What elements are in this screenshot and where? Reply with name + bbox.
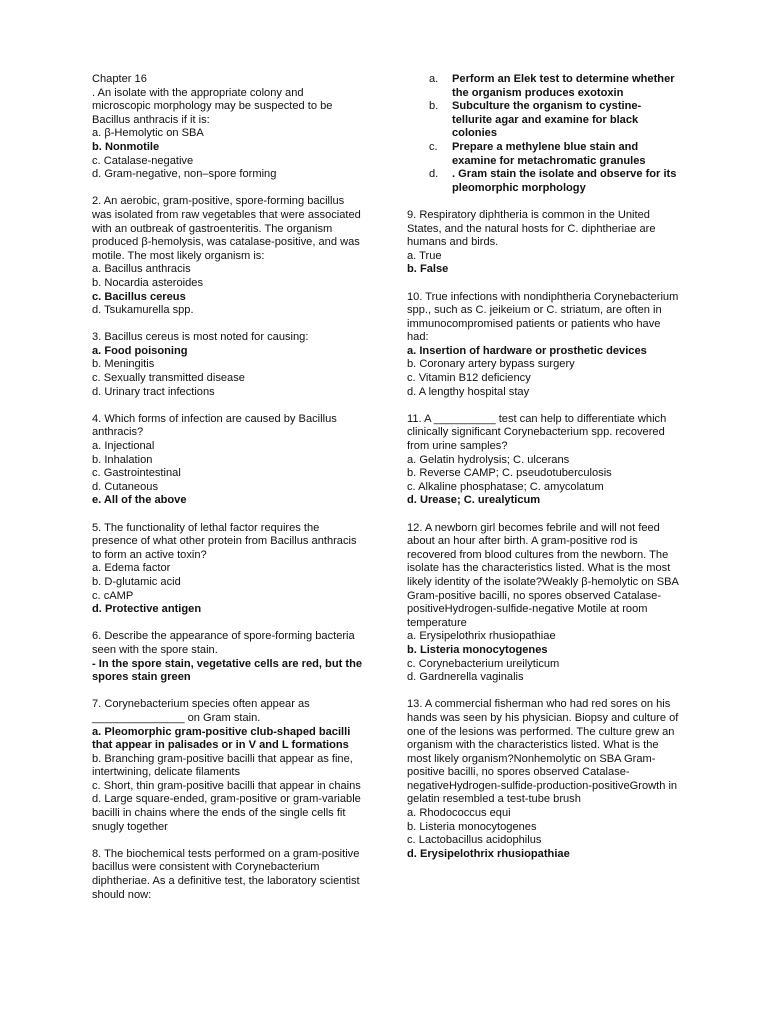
question-block <box>92 331 364 399</box>
question-block <box>92 698 364 834</box>
answer-option <box>407 100 679 141</box>
answer-option-correct: e. All of the above <box>92 494 187 507</box>
question-stem: 7. Corynebacterium species often appear as _______________ on Gram stain. <box>92 698 310 724</box>
question-stem: 9. Respiratory diphtheria is common in the United States, and the natural hosts for C. diphtheriae are humans and birds. <box>407 208 656 249</box>
answer-option: a. Erysipelothrix rhusiopathiae <box>407 630 556 643</box>
question-block <box>92 87 364 182</box>
answer-option: c. Lactobacillus acidophilus <box>407 834 542 847</box>
question-block <box>92 848 364 902</box>
answer-option: a. β-Hemolytic on SBA <box>92 127 204 140</box>
answer-option: d. A lengthy hospital stay <box>407 385 530 398</box>
answer-option: c. Vitamin B12 deficiency <box>407 372 531 385</box>
question-8-options <box>407 73 679 195</box>
answer-option-correct: b. False <box>407 263 449 276</box>
answer-option: a. Injectional <box>92 440 155 453</box>
answer-option-correct: a. Food poisoning <box>92 344 188 357</box>
question-block <box>407 522 679 685</box>
answer-option: a. Rhodococcus equi <box>407 807 511 820</box>
answer-option: a. Gelatin hydrolysis; C. ulcerans <box>407 453 570 466</box>
answer-option: c. cAMP <box>92 589 134 602</box>
answer-option: c. Alkaline phosphatase; C. amycolatum <box>407 480 604 493</box>
answer-option: d. Gram-negative, non–spore forming <box>92 168 277 181</box>
left-question-list <box>92 87 364 903</box>
right-question-list <box>407 209 679 862</box>
answer-option: d. Gardnerella vaginalis <box>407 671 524 684</box>
answer-option-correct: b. Listeria monocytogenes <box>407 643 548 656</box>
question-stem: 5. The functionality of lethal factor requires the presence of what other protein from Bacillus anthracis to form an active toxin? <box>92 521 357 561</box>
answer-option: a. True <box>407 249 442 262</box>
answer-option: a. Edema factor <box>92 562 171 575</box>
question-block <box>407 413 679 508</box>
chapter-heading: Chapter 16 <box>92 73 147 85</box>
question-block <box>407 209 679 277</box>
answer-option: c. Gastrointestinal <box>92 467 181 480</box>
question-block <box>92 413 364 508</box>
question-block <box>407 698 679 861</box>
answer-option: b. Inhalation <box>92 453 153 466</box>
answer-option: c. Short, thin gram-positive bacilli that appear in chains <box>92 779 361 792</box>
question-stem: . An isolate with the appropriate colony and microscopic morphology may be suspected to be Bacillus anthracis if it is: <box>92 86 333 126</box>
answer-option-correct: a. Insertion of hardware or prosthetic devices <box>407 344 647 357</box>
question-stem: 13. A commercial fisherman who had red sores on his hands was seen by his physician. Biopsy and culture of one of the lesions was performed. The culture grew an organism with the characteristics listed. What is the most likely organism?Nonhemolytic on SBA Gram-positive bacilli, no spores observed Catalase-negativeHydrogen-sulfide-production-positiveGrowth in gelatin resembled a test-tube brush <box>407 698 679 806</box>
answer-option-correct: d. Urease; C. urealyticum <box>407 494 541 507</box>
answer-option-correct: d. Protective antigen <box>92 603 202 616</box>
answer-option-correct: d. Erysipelothrix rhusiopathiae <box>407 847 570 860</box>
answer-option: d. Large square-ended, gram-positive or gram-variable bacilli in chains where the ends of the single cells fit snugly together <box>92 793 361 833</box>
answer-option: c. Corynebacterium ureilyticum <box>407 657 560 670</box>
answer-option: c. Sexually transmitted disease <box>92 372 245 385</box>
option-text: . Gram stain the isolate and observe for its pleomorphic morphology <box>452 168 677 194</box>
answer-option: b. Coronary artery bypass surgery <box>407 358 575 371</box>
answer-option <box>407 168 679 195</box>
answer-option: a. Bacillus anthracis <box>92 263 191 276</box>
left-column <box>92 73 364 916</box>
question-stem: 11. A __________ test can help to differentiate which clinically significant Corynebacterium spp. recovered from urine samples? <box>407 412 667 453</box>
option-text: Perform an Elek test to determine whether the organism produces exotoxin <box>452 73 675 99</box>
answer-option: b. Branching gram-positive bacilli that appear as fine, intertwining, delicate filaments <box>92 752 353 779</box>
answer-option-correct: - In the spore stain, vegetative cells are red, but the spores stain green <box>92 657 363 684</box>
question-stem: 6. Describe the appearance of spore-forming bacteria seen with the spore stain. <box>92 630 355 656</box>
question-block <box>92 195 364 317</box>
answer-option-correct: c. Bacillus cereus <box>92 290 186 303</box>
answer-option: c. Catalase-negative <box>92 154 194 167</box>
option-letter: d. <box>429 168 439 181</box>
option-letter: c. <box>429 140 438 153</box>
answer-option: d. Cutaneous <box>92 480 158 493</box>
question-stem: 2. An aerobic, gram-positive, spore-forming bacillus was isolated from raw vegetables that were associated with an outbreak of gastroenteritis. The organism produced β-hemolysis, was catalase-positive, and was motile. The most likely organism is: <box>92 195 361 262</box>
right-column <box>407 73 679 875</box>
answer-option: b. Nocardia asteroides <box>92 276 203 289</box>
option-text: Prepare a methylene blue stain and examine for metachromatic granules <box>452 140 646 167</box>
question-block <box>92 522 364 617</box>
answer-option: b. Reverse CAMP; C. pseudotuberculosis <box>407 467 612 480</box>
question-stem: 4. Which forms of infection are caused by Bacillus anthracis? <box>92 412 337 439</box>
question-stem: 12. A newborn girl becomes febrile and will not feed about an hour after birth. A gram-positive rod is recovered from blood cultures from the newborn. The isolate has the characteristics listed. What is the most likely identity of the isolate?Weakly β-hemolytic on SBA Gram-positive bacilli, no spores observed Catalase-positiveHydrogen-sulfide-negative Motile at room temperature <box>407 521 679 629</box>
answer-option-correct: b. Nonmotile <box>92 140 160 153</box>
option-letter: b. <box>429 100 439 113</box>
answer-option: b. D-glutamic acid <box>92 575 181 588</box>
answer-option: b. Listeria monocytogenes <box>407 820 537 833</box>
question-block <box>407 291 679 400</box>
question-stem: 3. Bacillus cereus is most noted for causing: <box>92 331 309 344</box>
question-stem: 10. True infections with nondiphtheria Corynebacterium spp., such as C. jeikeium or C. striatum, are often in immunocompromised patients or patients who have had: <box>407 290 679 344</box>
answer-option <box>407 141 679 168</box>
question-stem: 8. The biochemical tests performed on a gram-positive bacillus were consistent with Corynebacterium diphtheriae. As a definitive test, the laboratory scientist should now: <box>92 847 360 901</box>
option-letter: a. <box>429 73 439 85</box>
answer-option-correct: a. Pleomorphic gram-positive club-shaped bacilli that appear in palisades or in V and L formations <box>92 725 351 752</box>
answer-option: b. Meningitis <box>92 358 155 371</box>
question-block <box>92 630 364 684</box>
answer-option: d. Urinary tract infections <box>92 385 215 398</box>
answer-option: d. Tsukamurella spp. <box>92 304 194 317</box>
answer-option <box>407 73 679 100</box>
option-text: Subculture the organism to cystine-tellurite agar and examine for black colonies <box>452 100 642 140</box>
